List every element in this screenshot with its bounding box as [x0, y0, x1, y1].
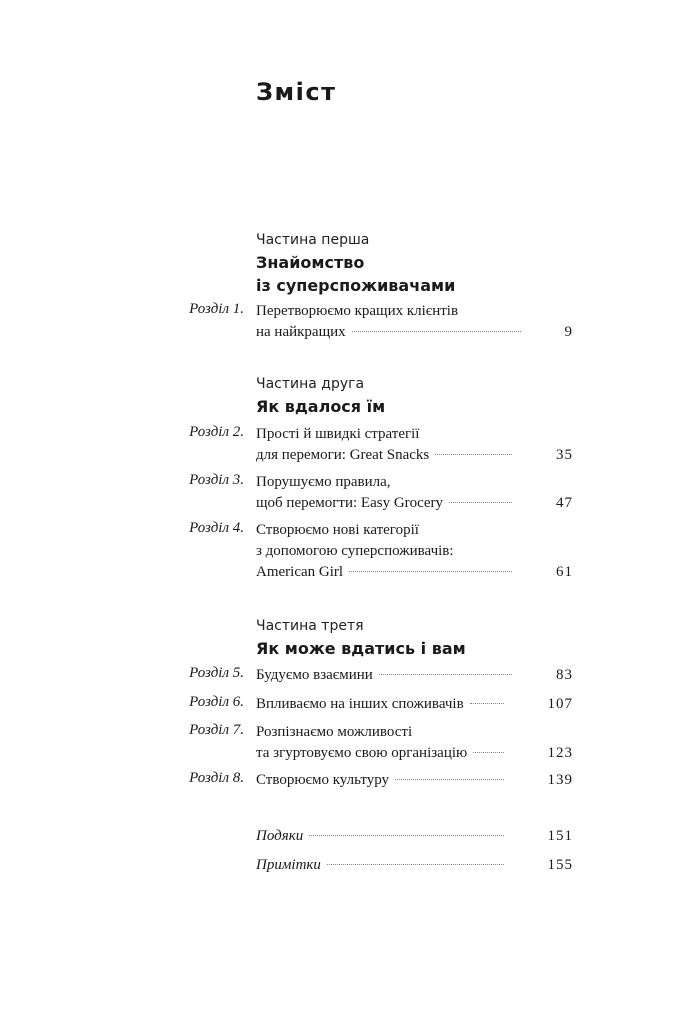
toc-entry-chapter-7[interactable]	[256, 722, 573, 764]
dot-leader	[449, 502, 512, 503]
toc-entry-chapter-5[interactable]	[256, 665, 573, 686]
dot-leader	[379, 674, 512, 675]
dot-leader	[470, 703, 504, 704]
part-title-line: Як вдалося їм	[256, 397, 386, 416]
backmatter-line	[256, 826, 573, 847]
page-number: 123	[547, 745, 573, 761]
toc-entry-notes[interactable]	[256, 855, 573, 876]
page-number: 83	[556, 667, 573, 683]
part-title-line: Знайомство	[256, 253, 365, 272]
chapter-last-line	[256, 493, 573, 514]
page-number: 151	[547, 828, 573, 844]
page-title: Зміст	[256, 78, 337, 106]
chapter-last-line	[256, 770, 573, 791]
chapter-number-4: Розділ 4.	[189, 520, 244, 536]
chapter-number-3: Розділ 3.	[189, 472, 244, 488]
page-number: 9	[564, 324, 573, 340]
chapter-title-line: American Girl	[256, 564, 344, 580]
chapter-last-line	[256, 743, 573, 764]
part-title-2	[256, 395, 385, 418]
chapter-title-line: для перемоги: Great Snacks	[256, 447, 430, 463]
page-number: 61	[556, 564, 573, 580]
part-label-1: Частина перша	[256, 232, 370, 248]
chapter-title-line: Порушуємо правила,	[256, 474, 391, 490]
chapter-title-line: Прості й швидкі стратегії	[256, 426, 420, 442]
chapter-title-line: Створюємо культуру	[256, 772, 390, 788]
part-title-1	[256, 251, 455, 297]
dot-leader	[309, 835, 503, 836]
toc-entry-chapter-1[interactable]	[256, 301, 573, 343]
chapter-title-line: Створюємо нові категорії	[256, 522, 419, 538]
part-title-line: із суперспоживачами	[256, 276, 456, 295]
toc-entry-chapter-4[interactable]	[256, 520, 573, 583]
dot-leader	[349, 571, 512, 572]
backmatter-line	[256, 855, 573, 876]
dot-leader	[352, 331, 521, 332]
dot-leader	[435, 454, 512, 455]
part-label-2: Частина друга	[256, 376, 365, 392]
backmatter-label: Подяки	[256, 828, 304, 844]
page-number: 155	[547, 857, 573, 873]
chapter-title-line: з допомогою суперспоживачів:	[256, 543, 454, 559]
toc-entry-chapter-8[interactable]	[256, 770, 573, 791]
chapter-title-line: Розпізнаємо можливості	[256, 724, 413, 740]
chapter-title-line: на найкращих	[256, 324, 346, 340]
toc-entry-acknowledgements[interactable]	[256, 826, 573, 847]
chapter-title-line: Перетворюємо кращих клієнтів	[256, 303, 459, 319]
dot-leader	[473, 752, 503, 753]
dot-leader	[395, 779, 503, 780]
chapter-number-8: Розділ 8.	[189, 770, 244, 786]
chapter-number-7: Розділ 7.	[189, 722, 244, 738]
toc-entry-chapter-3[interactable]	[256, 472, 573, 514]
chapter-last-line	[256, 322, 573, 343]
page-number: 107	[547, 696, 573, 712]
chapter-title-line: щоб перемогти: Easy Grocery	[256, 495, 443, 511]
chapter-last-line	[256, 665, 573, 686]
page-number: 35	[556, 447, 573, 463]
page-number: 139	[547, 772, 573, 788]
page-number: 47	[556, 495, 573, 511]
toc-entry-chapter-2[interactable]	[256, 424, 573, 466]
part-label-3: Частина третя	[256, 618, 364, 634]
chapter-title-line: та згуртовуємо свою організацію	[256, 745, 468, 761]
part-title-line: Як може вдатись і вам	[256, 639, 466, 658]
chapter-number-1: Розділ 1.	[189, 301, 244, 317]
chapter-title-line: Будуємо взаємини	[256, 667, 373, 683]
chapter-number-2: Розділ 2.	[189, 424, 244, 440]
chapter-last-line	[256, 562, 573, 583]
part-title-3	[256, 637, 466, 660]
backmatter-label: Примітки	[256, 857, 321, 873]
chapter-number-6: Розділ 6.	[189, 694, 244, 710]
toc-entry-chapter-6[interactable]	[256, 694, 573, 715]
chapter-last-line	[256, 445, 573, 466]
chapter-last-line	[256, 694, 573, 715]
chapter-number-5: Розділ 5.	[189, 665, 244, 681]
dot-leader	[327, 864, 504, 865]
chapter-title-line: Впливаємо на інших споживачів	[256, 696, 464, 712]
